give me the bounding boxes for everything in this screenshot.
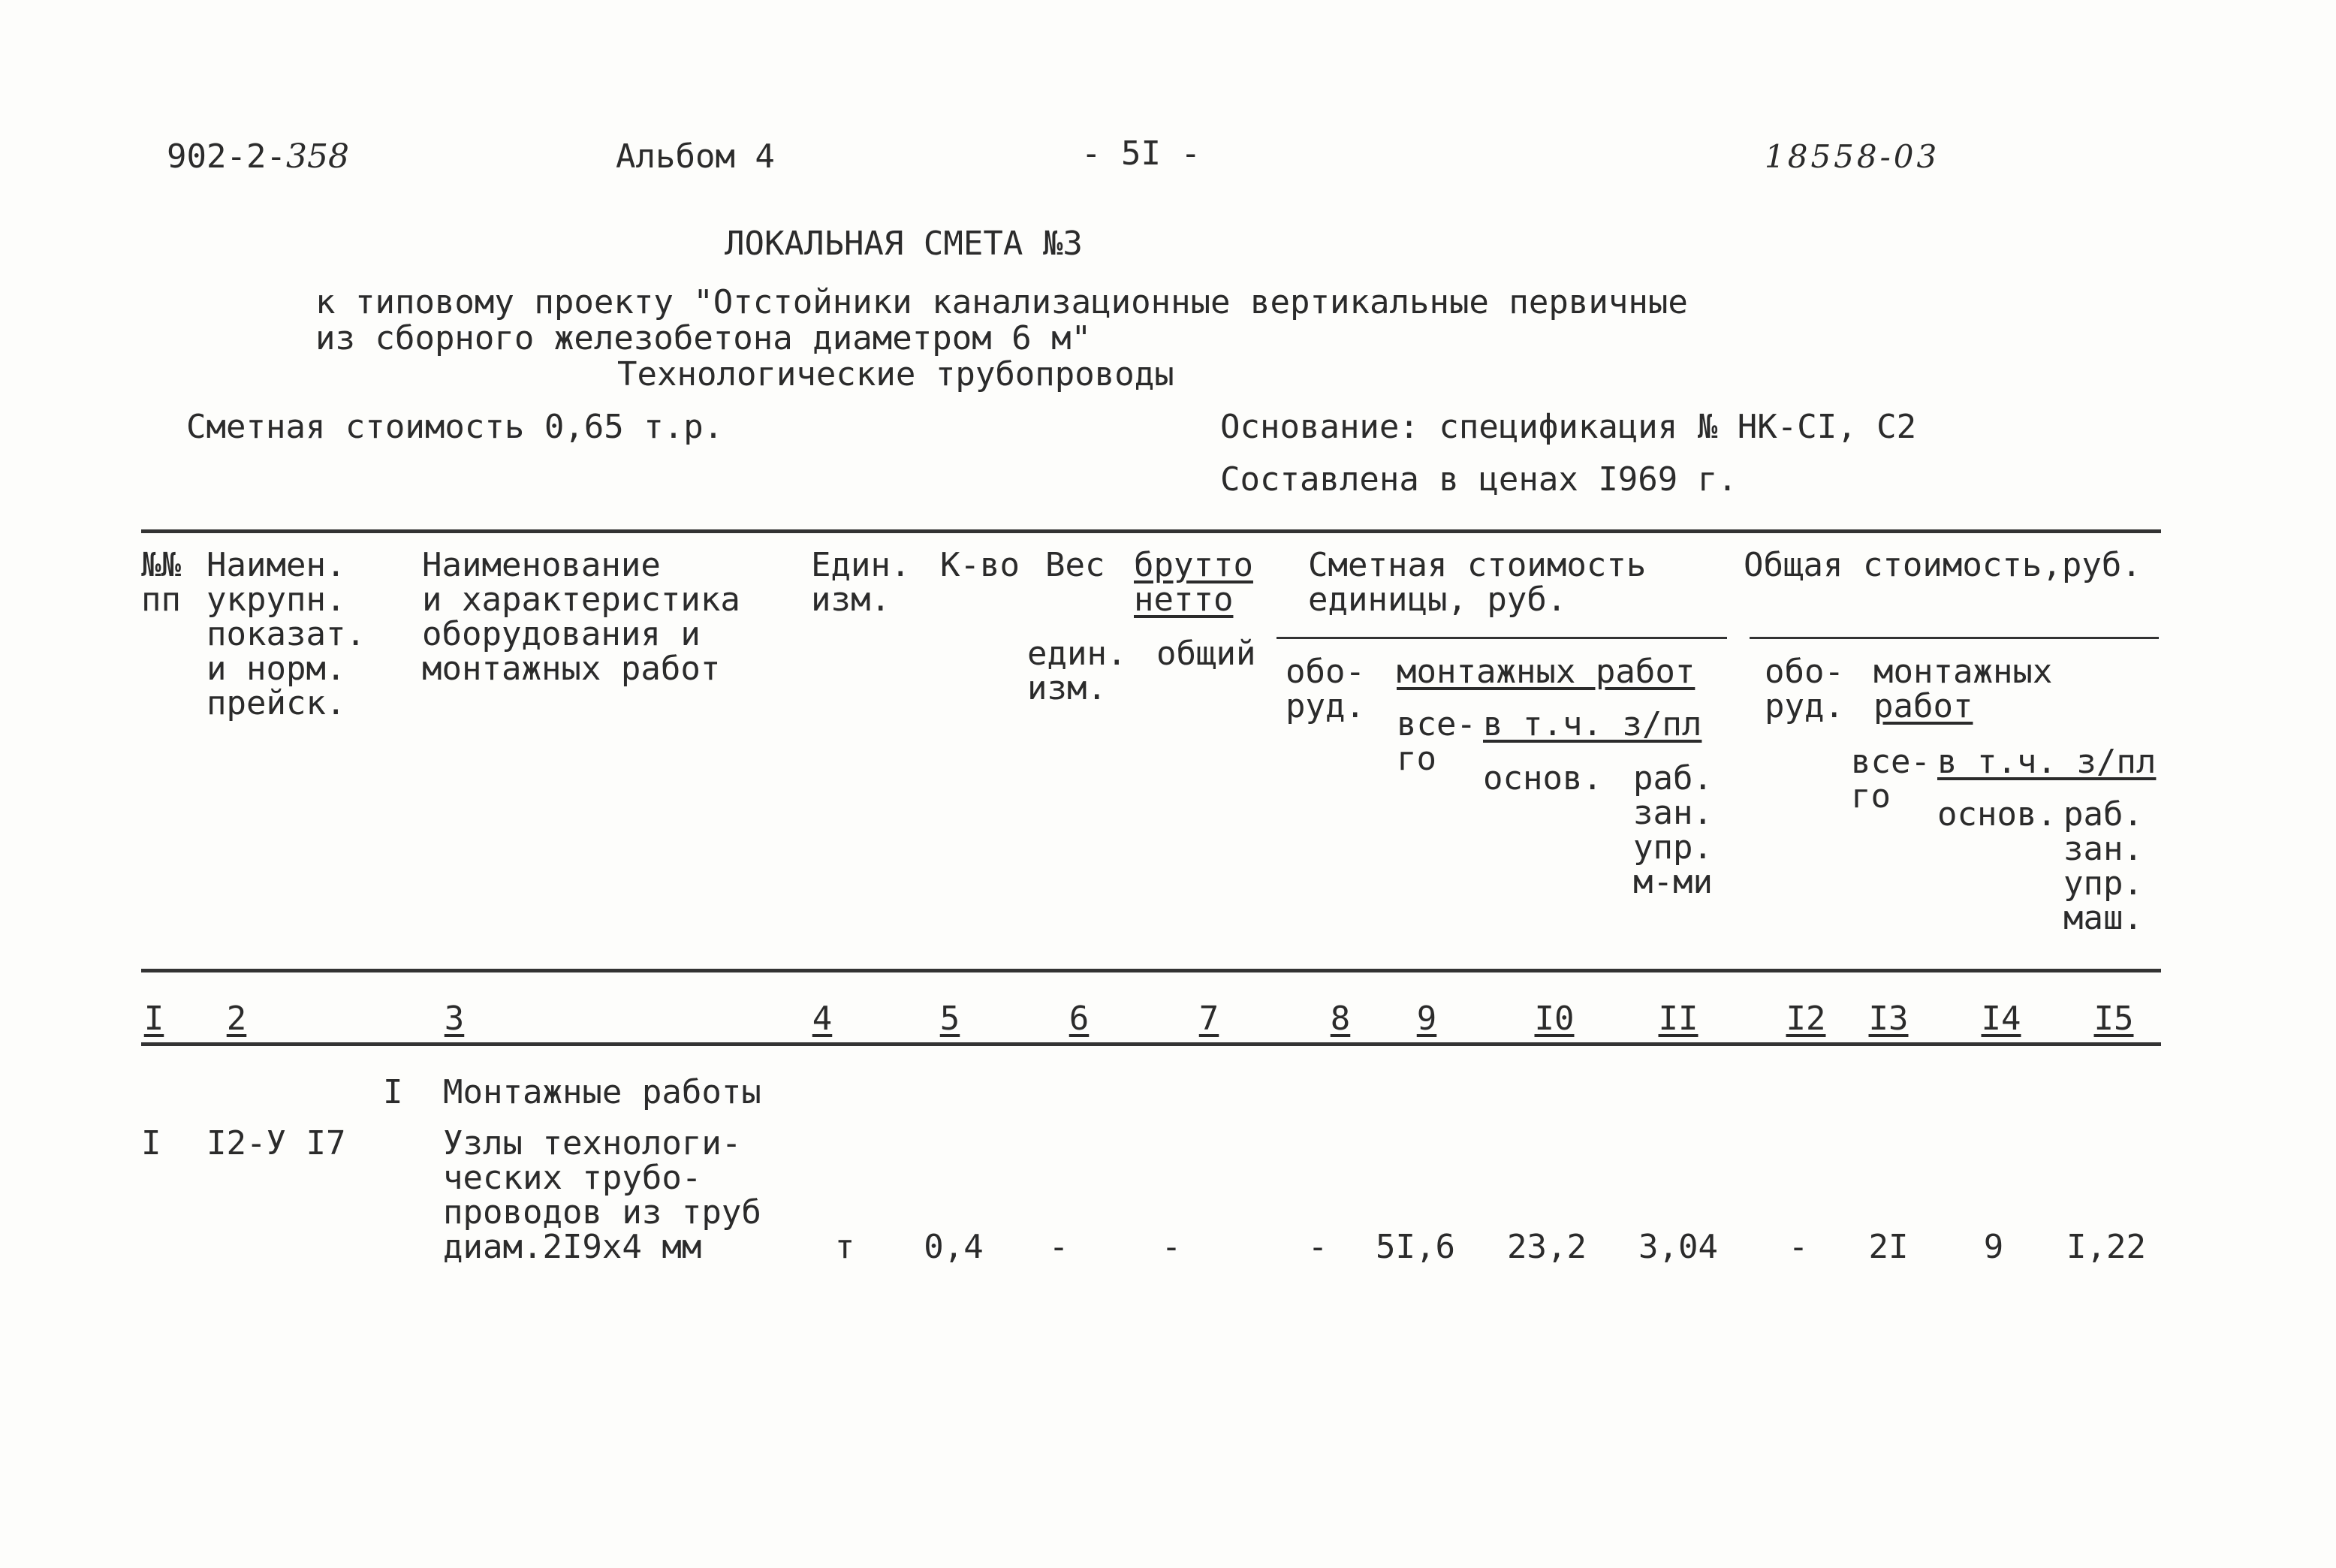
col-header-montage: монтажных работ xyxy=(1397,653,1695,691)
section-title: Монтажные работы xyxy=(443,1073,761,1111)
col-number: I3 xyxy=(1868,1000,1909,1038)
document-title: ЛОКАЛЬНАЯ СМЕТА №3 xyxy=(725,225,1083,263)
col-number: 9 xyxy=(1416,1000,1437,1038)
col-header-total-machine-wages: раб. зан. упр. маш. xyxy=(2063,795,2143,937)
estimated-cost: Сметная стоимость 0,65 т.р. xyxy=(186,408,724,446)
project-code-handwritten: 358 xyxy=(285,137,349,176)
col-header-total-montage: монтажных работ xyxy=(1873,653,2053,725)
row-total-machine: I,22 xyxy=(2066,1228,2146,1266)
col-number: I0 xyxy=(1534,1000,1575,1038)
col-number: I2 xyxy=(1786,1000,1826,1038)
col-number: I4 xyxy=(1981,1000,2021,1038)
col-header-equipment: обо- руд. xyxy=(1286,653,1365,725)
col-number: 7 xyxy=(1198,1000,1219,1038)
row-unit: т xyxy=(834,1228,855,1266)
total-cost-subrule xyxy=(1750,637,2159,639)
row-number: I xyxy=(141,1124,161,1162)
col-header-name: Наименование и характеристика оборудования и монтажных работ xyxy=(422,546,740,688)
col-header-unit-cost: Сметная стоимость единицы, руб. xyxy=(1308,546,1647,619)
album-label: Альбом 4 xyxy=(616,137,775,176)
col-number: I5 xyxy=(2093,1000,2134,1038)
basis: Основание: спецификация № НК-СI, С2 xyxy=(1220,408,1917,446)
col-header-total-b: все- го xyxy=(1851,743,1931,816)
row-norm: I2-У I7 xyxy=(206,1124,346,1162)
row-qty: 0,4 xyxy=(924,1228,984,1266)
col-number: 8 xyxy=(1330,1000,1351,1038)
col-header-total-basic: основ. xyxy=(1937,795,2057,834)
col-number: 2 xyxy=(226,1000,247,1038)
row-total-basic: 9 xyxy=(1983,1228,2004,1266)
unit-cost-subrule xyxy=(1277,637,1727,639)
col-number: 3 xyxy=(444,1000,465,1038)
page-number: - 5I - xyxy=(1081,134,1201,173)
row-name: Узлы технологи- ческих трубо- проводов из труб диам.2I9х4 мм xyxy=(443,1124,761,1266)
row-equipment-cost: - xyxy=(1307,1228,1328,1266)
row-montage-total: 5I,6 xyxy=(1376,1228,1455,1266)
col-number: 4 xyxy=(812,1000,833,1038)
col-header-netto: нетто xyxy=(1134,580,1234,619)
col-header-basic: основ. xyxy=(1483,759,1602,798)
col-header-unit: Един. изм. xyxy=(811,546,911,619)
document-number: 18558-03 xyxy=(1765,138,1940,175)
col-header-total-cost: Общая стоимость,руб. xyxy=(1744,546,2142,584)
row-total-equipment: - xyxy=(1788,1228,1809,1266)
col-header-brutto: брутто xyxy=(1134,546,1253,584)
col-header-weight-unit: един. изм. xyxy=(1027,635,1127,707)
col-header-incl-wages: в т.ч. з/пл xyxy=(1483,705,1702,743)
col-number: 6 xyxy=(1069,1000,1090,1038)
project-code xyxy=(167,137,349,176)
price-base: Составлена в ценах I969 г. xyxy=(1220,460,1738,499)
row-weight-total: - xyxy=(1161,1228,1182,1266)
row-basic-wages: 23,2 xyxy=(1507,1228,1587,1266)
col-header-number: №№ пп xyxy=(141,546,181,619)
col-header-total-equipment: обо- руд. xyxy=(1765,653,1844,725)
row-machine-wages: 3,04 xyxy=(1638,1228,1718,1266)
col-header-norm: Наимен. укрупн. показат. и норм. прейск. xyxy=(206,546,366,722)
title-line-1: к типовому проекту "Отстойники канализационные вертикальные первичные xyxy=(315,283,1688,321)
title-line-3: Технологические трубопроводы xyxy=(617,355,1174,394)
col-header-total-incl-wages: в т.ч. з/пл xyxy=(1937,743,2157,781)
table-top-rule xyxy=(141,529,2161,533)
col-header-qty: К-во xyxy=(940,546,1020,584)
col-number: I xyxy=(143,1000,164,1038)
col-header-total-a: все- го xyxy=(1397,705,1476,778)
col-number: II xyxy=(1658,1000,1698,1038)
col-header-weight-total: общий xyxy=(1156,635,1256,673)
header-bottom-rule xyxy=(141,969,2161,972)
column-numbers-rule xyxy=(141,1042,2161,1046)
col-header-weight: Вес xyxy=(1045,546,1105,584)
section-number: I xyxy=(383,1073,403,1111)
title-line-2: из сборного железобетона диаметром 6 м" xyxy=(315,319,1092,357)
row-weight-unit: - xyxy=(1048,1228,1069,1266)
project-code-prefix: 902-2- xyxy=(167,137,286,176)
row-total-montage: 2I xyxy=(1868,1228,1909,1266)
col-number: 5 xyxy=(939,1000,960,1038)
col-header-machine-wages: раб. зан. упр. м-ми xyxy=(1633,759,1713,901)
